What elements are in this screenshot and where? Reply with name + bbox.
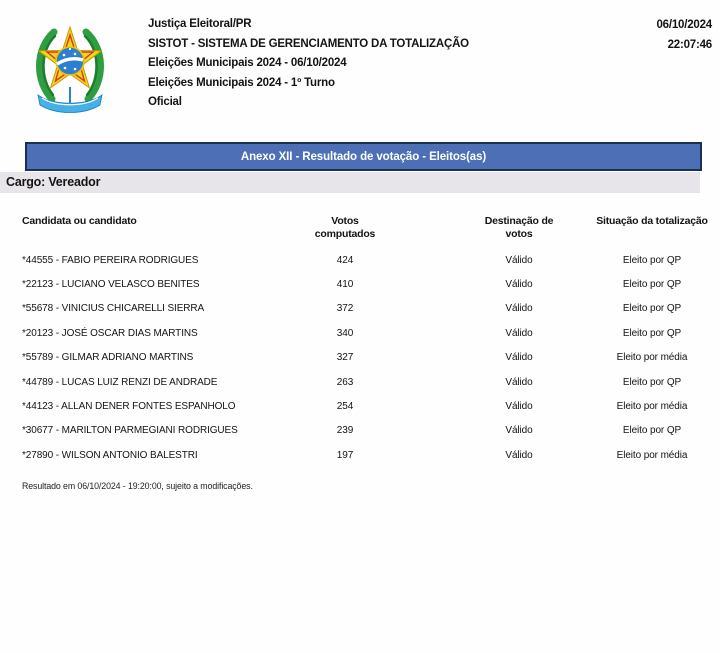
votes-computed: 263 [336,376,354,388]
vote-destination: Válido [505,303,533,315]
table-row [22,394,718,418]
votes-computed: 410 [336,279,354,291]
cargo-band [0,172,700,193]
table-row [22,419,718,443]
totalization-status: Eleito por média [616,352,688,364]
votes-computed: 424 [336,254,354,266]
table-row [22,443,718,467]
candidate-name: *30677 - MARILTON PARMEGIANI RODRIGUES [22,425,238,437]
col-votes: Votos computados [314,215,376,240]
annex-title-banner [25,142,702,171]
table-header [22,215,718,241]
totalization-status: Eleito por QP [622,425,682,437]
election-title: Eleições Municipais 2024 - 06/10/2024 [148,57,347,70]
candidate-name: *55678 - VINICIUS CHICARELLI SIERRA [22,303,205,315]
table-row [22,272,718,296]
vote-destination: Válido [505,376,533,388]
table-body [22,248,718,468]
official-label: Oficial [148,96,182,109]
table-row [22,297,718,321]
vote-destination: Válido [505,279,533,291]
vote-destination: Válido [505,425,533,437]
totalization-status: Eleito por média [616,449,688,461]
table-row [22,321,718,345]
col-candidate: Candidata ou candidato [22,215,137,227]
table-row [22,370,718,394]
candidate-name: *44555 - FABIO PEREIRA RODRIGUES [22,254,199,266]
votes-computed: 254 [336,401,354,413]
votes-computed: 340 [336,327,354,339]
totalization-status: Eleito por QP [622,303,682,315]
cargo-label: Cargo: Vereador [6,175,101,189]
org-title: Justiça Eleitoral/PR [148,18,252,30]
candidate-name: *55789 - GILMAR ADRIANO MARTINS [22,352,194,364]
vote-destination: Válido [505,449,533,461]
col-destination: Destinação de votos [484,215,554,240]
system-title: SISTOT - SISTEMA DE GERENCIAMENTO DA TOTALIZAÇÃO [148,37,469,50]
result-timestamp-note: Resultado em 06/10/2024 - 19:20:00, sujeito a modificações. [22,481,253,491]
vote-destination: Válido [505,352,533,364]
totalization-status: Eleito por QP [622,279,682,291]
report-time: 22:07:46 [667,39,712,51]
votes-computed: 239 [336,425,354,437]
vote-destination: Válido [505,254,533,266]
totalization-status: Eleito por QP [622,376,682,388]
report-date: 06/10/2024 [656,19,712,31]
vote-destination: Válido [505,327,533,339]
table-row [22,346,718,370]
votes-computed: 197 [336,449,354,461]
candidate-name: *27890 - WILSON ANTONIO BALESTRI [22,449,198,461]
brazil-coat-of-arms-icon [28,14,112,116]
report-header [148,15,469,113]
candidate-name: *44789 - LUCAS LUIZ RENZI DE ANDRADE [22,376,218,388]
totalization-status: Eleito por QP [622,254,682,266]
col-status: Situação da totalização [596,215,708,227]
votes-computed: 327 [336,352,354,364]
annex-title: Anexo XII - Resultado de votação - Eleitos(as) [240,150,487,163]
candidate-name: *20123 - JOSÉ OSCAR DIAS MARTINS [22,327,198,339]
table-row [22,248,718,272]
totalization-status: Eleito por QP [622,327,682,339]
candidate-name: *22123 - LUCIANO VELASCO BENITES [22,279,200,291]
election-round: Eleições Municipais 2024 - 1º Turno [148,76,335,89]
vote-destination: Válido [505,401,533,413]
report-datetime [656,15,712,55]
candidate-name: *44123 - ALLAN DENER FONTES ESPANHOLO [22,401,236,413]
totalization-status: Eleito por média [616,401,688,413]
votes-computed: 372 [336,303,354,315]
